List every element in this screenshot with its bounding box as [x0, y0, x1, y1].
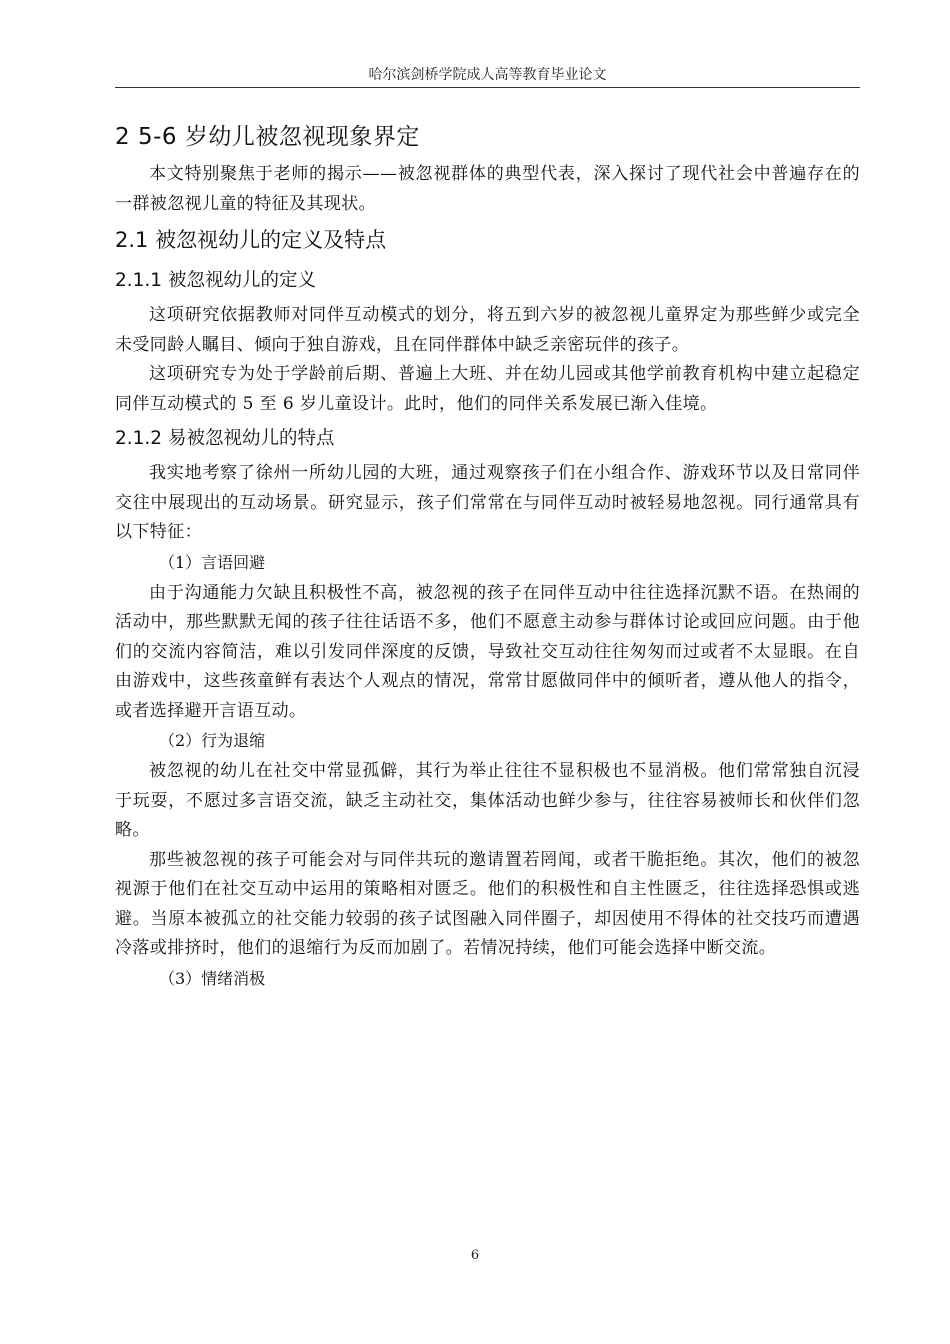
section-2-intro-paragraph: 本文特别聚焦于老师的揭示——被忽视群体的典型代表，深入探讨了现代社会中普遍存在的一群被忽视儿童的特征及其现状。: [115, 164, 860, 214]
characteristics-intro-paragraph: 我实地考察了徐州一所幼儿园的大班，通过观察孩子们在小组合作、游戏环节以及日常同伴交往中展现出的互动场景。研究显示，孩子们常常在与同伴互动时被轻易地忽视。同行通常具有以下特征：: [115, 463, 860, 542]
section-heading-2-1-1: 2.1.1 被忽视幼儿的定义: [115, 270, 316, 291]
list-item-paragraph-1: 由于沟通能力欠缺且积极性不高，被忽视的孩子在同伴互动中往往选择沉默不语。在热闹的活动中，那些默默无闻的孩子往往话语不多，他们不愿意主动参与群体讨论或回应问题。由于他们的交流内容简洁，难以引发同伴深度的反馈，导致社交互动往往匆匆而过或者不太显眼。在自由游戏中，这些孩童鲜有表达个人观点的情况，常常甘愿做同伴中的倾听者，遵从他人的指令，或者选择避开言语互动。: [115, 582, 860, 721]
page-body: [115, 114, 860, 993]
definition-paragraph-1: 这项研究依据教师对同伴互动模式的划分，将五到六岁的被忽视儿童界定为那些鲜少或完全未受同龄人瞩目、倾向于独自游戏，且在同伴群体中缺乏亲密玩伴的孩子。: [115, 305, 860, 355]
section-heading-2-1: 2.1 被忽视幼儿的定义及特点: [115, 228, 387, 252]
list-item-paragraph-2b: 那些被忽视的孩子可能会对与同伴共玩的邀请置若罔闻，或者干脆拒绝。其次，他们的被忽视源于他们在社交互动中运用的策略相对匮乏。他们的积极性和自主性匮乏，往往选择恐惧或逃避。当原本被孤立的社交能力较弱的孩子试图融入同伴圈子，却因使用不得体的社交技巧而遭遇冷落或排挤时，他们的退缩行为反而加剧了。若情况持续，他们可能会选择中断交流。: [115, 849, 860, 958]
section-heading-2-1-2: 2.1.2 易被忽视幼儿的特点: [115, 428, 335, 449]
running-header: 哈尔滨剑桥学院成人高等教育毕业论文: [368, 67, 607, 83]
list-item-paragraph-2a: 被忽视的幼儿在社交中常显孤僻，其行为举止往往不显积极也不显消极。他们常常独自沉浸于玩耍，不愿过多言语交流，缺乏主动社交，集体活动也鲜少参与，往往容易被师长和伙伴们忽略。: [115, 761, 860, 840]
section-heading-2: 2 5-6 岁幼儿被忽视现象界定: [115, 124, 420, 150]
page-number: 6: [470, 1248, 480, 1263]
definition-paragraph-2: 这项研究专为处于学龄前后期、普遍上大班、并在幼儿园或其他学前教育机构中建立起稳定同伴互动模式的 5 至 6 岁儿童设计。此时，他们的同伴关系发展已渐入佳境。: [115, 364, 860, 414]
list-item-label-3: （3）情绪消极: [159, 968, 266, 988]
header-divider: [115, 87, 860, 88]
list-item-label-2: （2）行为退缩: [159, 731, 266, 750]
list-item-label-1: （1）言语回避: [159, 552, 266, 572]
